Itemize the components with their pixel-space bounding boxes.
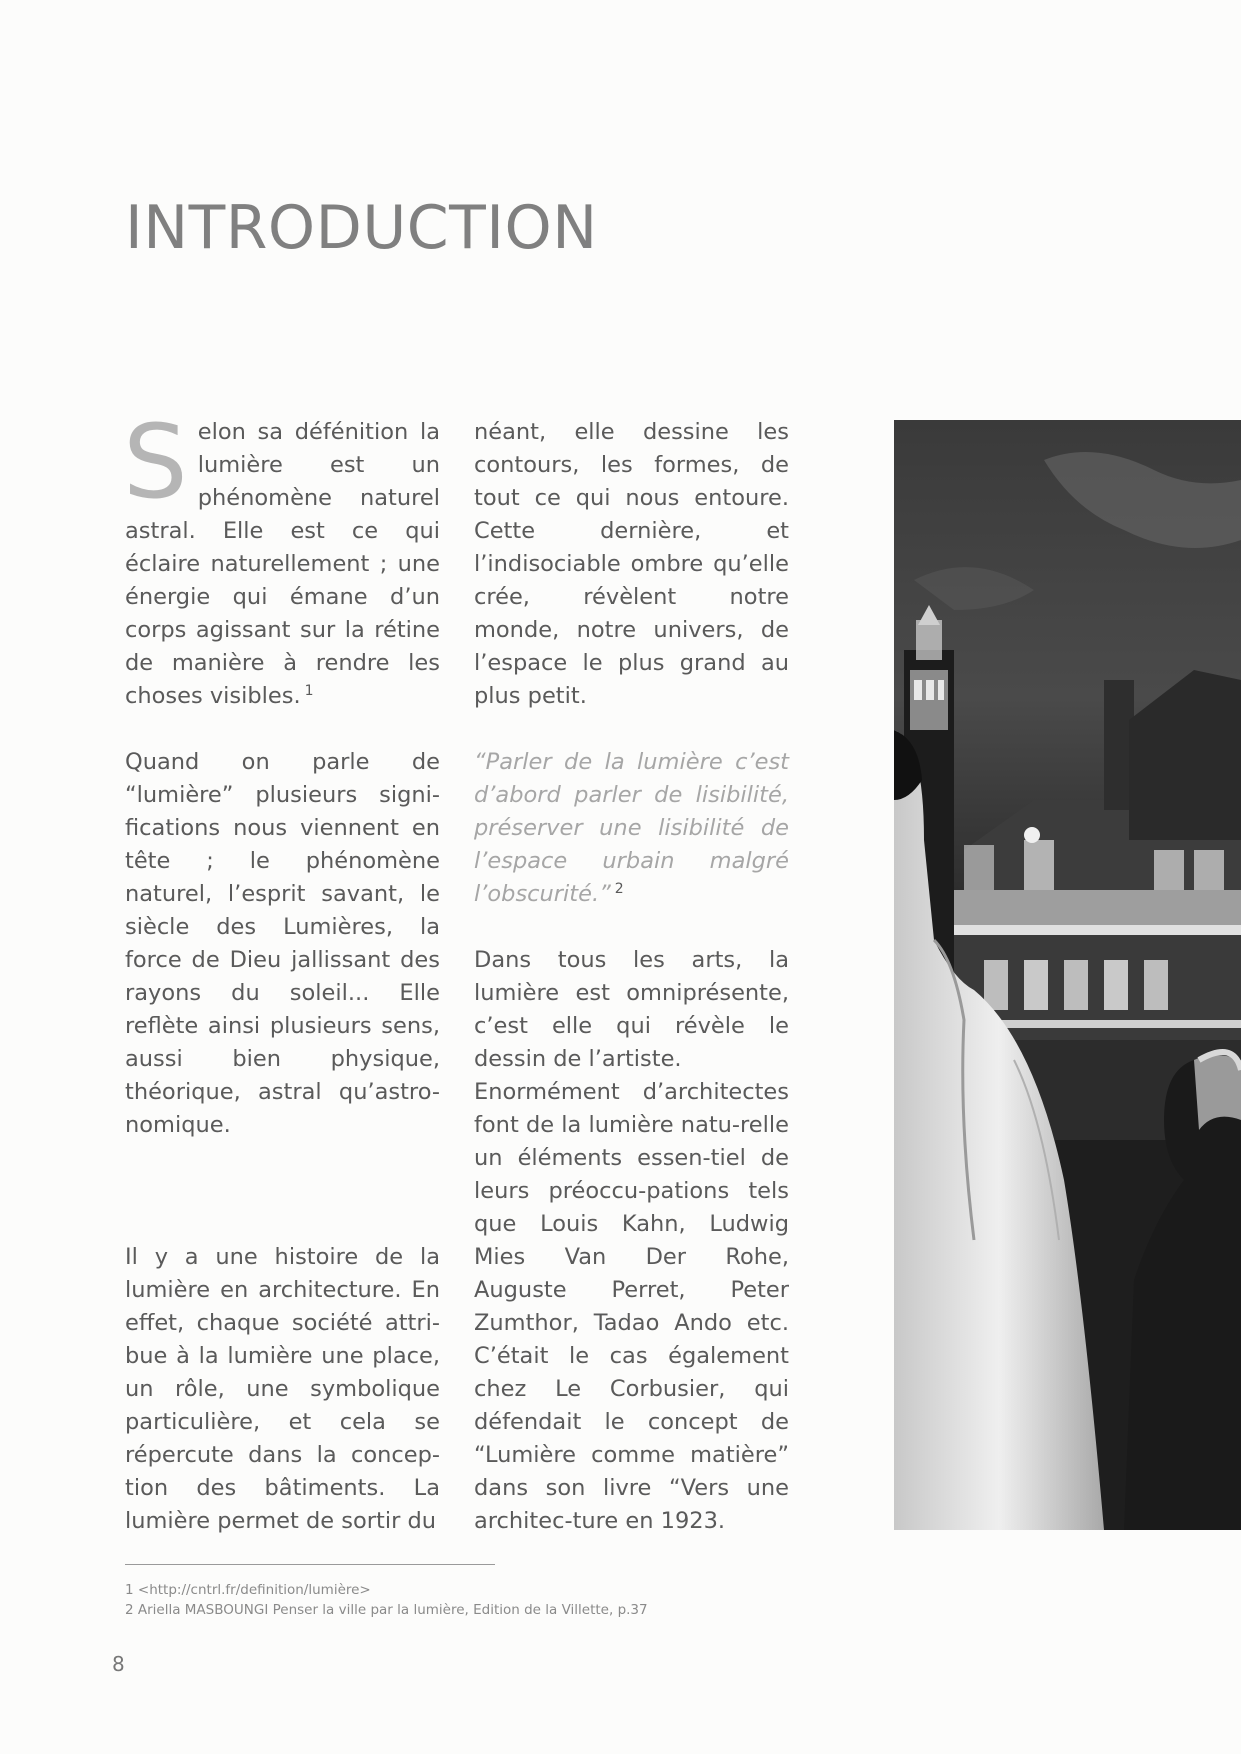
footnote-divider [125, 1564, 495, 1565]
arts-paragraph: Dans tous les arts, la lumière est omniprésente, c’est elle qui révèle le dessin de l’artiste. [474, 947, 789, 1072]
footnotes [125, 1580, 648, 1620]
footnote-1: 1 <http://cntrl.fr/definition/lumière> [125, 1582, 371, 1598]
intro-paragraph-text: elon sa défénition la lumière est un phénomène naturel astral. Elle est ce qui éclaire naturellement ; une énergie qui émane d’un corps agissant sur la rétine de manière à rendre les choses visibles. [125, 419, 440, 709]
footnote-ref-1: 1 [304, 683, 314, 699]
quote-paragraph [474, 746, 789, 911]
text-column-middle [474, 416, 789, 1538]
page-title: INTRODUCTION [125, 193, 598, 263]
quote-text: “Parler de la lumière c’est d’abord parler de lisibilité, préserver une lisibilité de l’espace urbain malgré l’obscurité.” [474, 749, 789, 907]
illuminated-building-photo [894, 420, 1241, 1530]
drop-cap: S [123, 403, 188, 522]
architects-paragraph: Enormément d’architectes font de la lumière natu-relle un éléments essen-tiel de leurs préoccu-pations tels que Louis Kahn, Ludwig Mies Van Der Rohe, Auguste Perret, Peter Zumthor, Tadao Ando etc. C’était le cas également chez Le Corbusier, qui défendait le concept de “Lumière comme matière” dans son livre “Vers une architec-ture en 1923. [474, 1079, 789, 1534]
page-number: 8 [112, 1652, 125, 1676]
meanings-paragraph: Quand on parle de “lumière” plusieurs signi-fications nous viennent en tête ; le phénomène naturel, l’esprit savant, le siècle des Lumières, la force de Dieu jallissant des rayons du soleil... Elle reflète ainsi plusieurs sens, aussi bien physique, théorique, astral qu’astro-nomique. [125, 749, 440, 1138]
text-column-left [123, 403, 440, 1538]
continuation-paragraph: néant, elle dessine les contours, les formes, de tout ce qui nous entoure. Cette dernière, et l’indisociable ombre qu’elle crée, révèlent notre monde, notre univers, de l’espace le plus grand au plus petit. [474, 419, 789, 709]
intro-paragraph [123, 403, 440, 713]
footnote-2: 2 Ariella MASBOUNGI Penser la ville par la lumière, Edition de la Villette, p.37 [125, 1602, 648, 1618]
footnote-ref-2: 2 [614, 881, 624, 897]
history-paragraph: Il y a une histoire de la lumière en architecture. En effet, chaque société attri-bue à la lumière une place, un rôle, une symbolique particulière, et cela se répercute dans la concep-tion des bâtiments. La lumière permet de sortir du [125, 1244, 440, 1534]
